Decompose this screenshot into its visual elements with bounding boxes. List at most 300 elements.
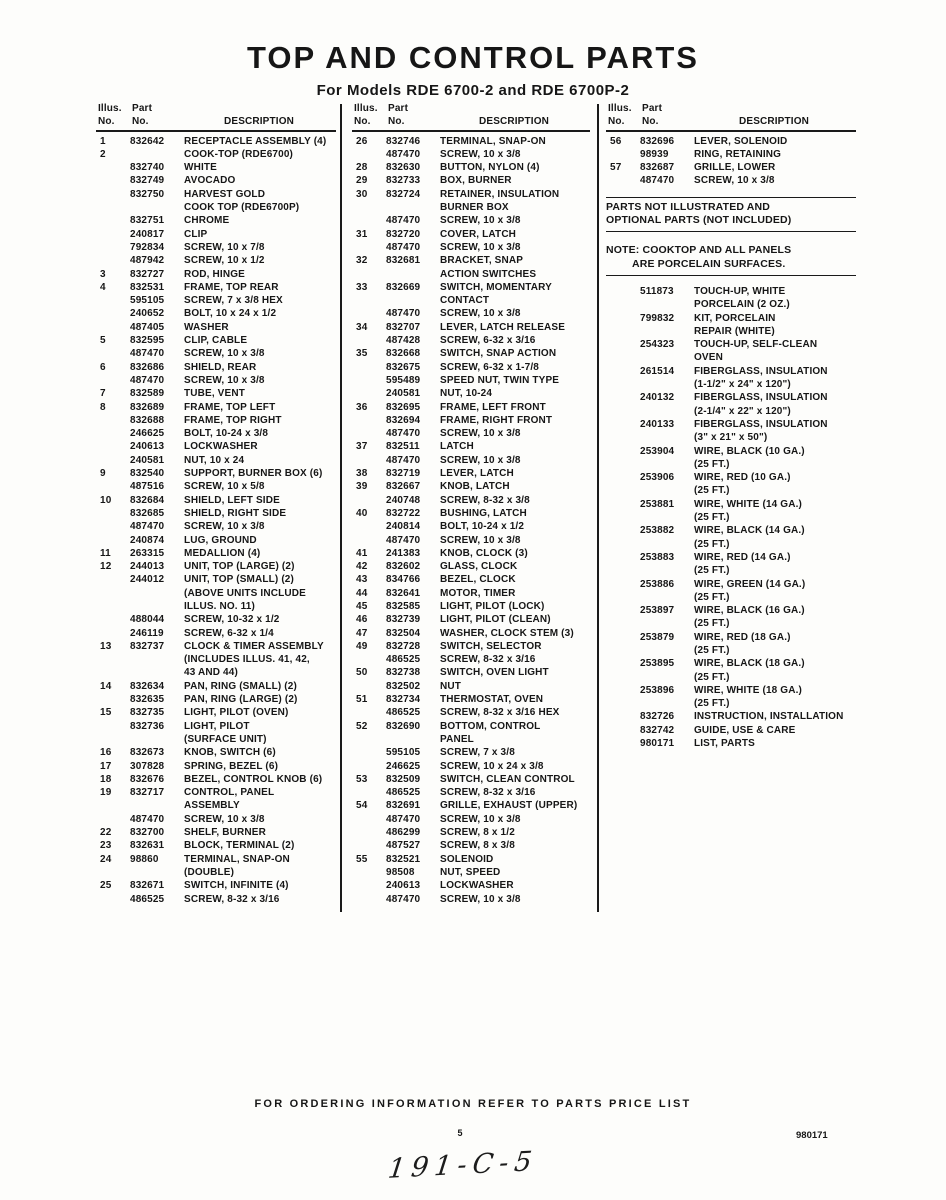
part-no: 832689 <box>130 401 165 413</box>
illus-no: 11 <box>100 547 111 559</box>
part-description <box>440 547 590 560</box>
parts-row <box>352 374 590 387</box>
part-description <box>184 839 336 852</box>
part-description <box>440 148 590 161</box>
part-description <box>440 534 590 547</box>
description-line: (INCLUDES ILLUS. 41, 42, <box>184 654 310 666</box>
part-description <box>184 573 336 613</box>
notice-line: ARE PORCELAIN SURFACES. <box>632 257 786 270</box>
parts-row <box>96 241 336 254</box>
parts-row <box>96 401 336 414</box>
description-line: LOCKWASHER <box>440 880 514 892</box>
parts-row <box>352 347 590 360</box>
part-description <box>184 440 336 453</box>
description-line: SCREW, 10 x 3/8 <box>440 308 521 320</box>
description-line: SCREW, 10 x 5/8 <box>184 481 265 493</box>
notice-parts-not-illustrated <box>606 197 856 233</box>
part-no: 832667 <box>386 481 421 493</box>
parts-row <box>606 657 856 684</box>
parts-row <box>352 534 590 547</box>
page-number: 5 <box>457 1128 463 1138</box>
column-header <box>96 102 336 132</box>
illus-no: 26 <box>356 135 368 147</box>
part-description <box>694 338 856 365</box>
part-no: 832642 <box>130 135 165 147</box>
part-description <box>694 391 856 418</box>
description-line: SCREW, 10 x 3/8 <box>440 428 521 440</box>
description-line: SCREW, 6-32 x 1/4 <box>184 627 274 639</box>
illus-no: 14 <box>100 680 112 692</box>
description-line: RETAINER, INSULATION <box>440 188 560 200</box>
part-no: 487527 <box>386 840 421 852</box>
part-no: 832742 <box>640 724 675 736</box>
parts-row <box>96 746 336 759</box>
description-line: SHELF, BURNER <box>184 827 266 839</box>
parts-row <box>606 498 856 525</box>
part-no: 240132 <box>640 392 675 404</box>
illus-no: 12 <box>100 561 112 573</box>
part-no: 487516 <box>130 481 165 493</box>
page-title: TOP AND CONTROL PARTS <box>247 40 699 75</box>
parts-row <box>352 879 590 892</box>
description-line: UNIT, TOP (SMALL) (2) <box>184 574 295 586</box>
parts-row <box>96 547 336 560</box>
parts-row <box>606 471 856 498</box>
description-line: SCREW, 10 x 3/8 <box>694 175 775 187</box>
part-no: 261514 <box>640 365 675 377</box>
parts-row <box>352 653 590 666</box>
description-line: SCREW, 10 x 3/8 <box>440 148 521 160</box>
parts-row <box>96 334 336 347</box>
part-description <box>440 813 590 826</box>
description-line: COVER, LATCH <box>440 228 517 240</box>
description-line: WIRE, WHITE (14 GA.) <box>694 498 802 510</box>
description-line: SCREW, 7 x 3/8 <box>440 747 515 759</box>
part-no: 832707 <box>386 321 421 333</box>
description-line: CLIP <box>184 228 208 240</box>
illus-no: 34 <box>356 321 368 333</box>
part-description <box>184 268 336 281</box>
parts-row <box>352 799 590 812</box>
header-illus-label: Illus. <box>608 103 632 114</box>
part-no: 832746 <box>386 135 421 147</box>
part-description <box>440 826 590 839</box>
parts-row <box>352 746 590 759</box>
parts-row <box>96 640 336 680</box>
illus-no: 28 <box>356 162 368 174</box>
illus-no: 7 <box>100 388 106 400</box>
parts-row <box>96 414 336 427</box>
description-line: SCREW, 10 x 3/8 <box>440 215 521 227</box>
part-no: 832684 <box>130 494 165 506</box>
illus-no: 23 <box>100 840 112 852</box>
part-no: 832531 <box>130 281 165 293</box>
illus-no: 3 <box>100 268 106 280</box>
parts-row <box>96 839 336 852</box>
description-line: SCREW, 10 x 3/8 <box>184 813 265 825</box>
part-description <box>184 467 336 480</box>
part-description <box>694 684 856 711</box>
description-line: REPAIR (WHITE) <box>694 325 775 337</box>
part-description <box>184 254 336 267</box>
part-no: 487470 <box>386 148 421 160</box>
part-no: 240581 <box>386 388 421 400</box>
part-no: 240748 <box>386 494 421 506</box>
description-line: CLIP, CABLE <box>184 335 248 347</box>
part-description <box>694 445 856 472</box>
part-no: 263315 <box>130 547 165 559</box>
parts-row <box>606 312 856 339</box>
description-line: SWITCH, MOMENTARY <box>440 281 552 293</box>
part-description <box>694 498 856 525</box>
illus-no: 55 <box>356 853 368 865</box>
part-no: 832602 <box>386 561 421 573</box>
description-line: BOLT, 10 x 24 x 1/2 <box>184 308 277 320</box>
illus-no: 6 <box>100 361 106 373</box>
part-description <box>440 374 590 387</box>
part-description <box>184 387 336 400</box>
illus-no: 47 <box>356 627 368 639</box>
parts-row <box>96 281 336 294</box>
part-no: 832673 <box>130 747 165 759</box>
description-line: SOLENOID <box>440 853 494 865</box>
parts-row <box>606 338 856 365</box>
part-no: 832735 <box>130 707 165 719</box>
description-line: SCREW, 10 x 24 x 3/8 <box>440 760 544 772</box>
description-line: CONTROL, PANEL <box>184 787 275 799</box>
description-line: AVOCADO <box>184 175 236 187</box>
part-description <box>440 706 590 719</box>
parts-row <box>352 853 590 866</box>
parts-row <box>96 188 336 215</box>
description-line: SCREW, 8 x 1/2 <box>440 827 515 839</box>
part-description <box>184 640 336 680</box>
part-description <box>440 361 590 374</box>
parts-row <box>352 560 590 573</box>
description-line: FIBERGLASS, INSULATION <box>694 365 828 377</box>
part-no: 832685 <box>130 507 165 519</box>
part-no: 595105 <box>386 747 421 759</box>
illus-no: 45 <box>356 600 368 612</box>
part-no: 832736 <box>130 720 165 732</box>
part-description <box>440 135 590 148</box>
description-line: (3" x 21" x 50") <box>694 432 768 444</box>
part-description <box>184 853 336 880</box>
description-line: BOTTOM, CONTROL <box>440 720 541 732</box>
part-description <box>184 773 336 786</box>
header-part-label: Part <box>642 103 663 114</box>
part-no: 253881 <box>640 498 675 510</box>
part-description <box>184 494 336 507</box>
part-no: 832722 <box>386 507 421 519</box>
description-line: SUPPORT, BURNER BOX (6) <box>184 468 323 480</box>
parts-row <box>352 680 590 693</box>
header-description-label: DESCRIPTION <box>479 116 549 128</box>
illus-no: 5 <box>100 335 106 347</box>
description-line: (25 FT.) <box>694 485 730 497</box>
page-subtitle: For Models RDE 6700-2 and RDE 6700P-2 <box>316 82 630 99</box>
header-description-label: DESCRIPTION <box>224 116 294 128</box>
illus-no: 17 <box>100 760 112 772</box>
parts-row <box>352 826 590 839</box>
description-line: SPEED NUT, TWIN TYPE <box>440 374 560 386</box>
part-no: 832671 <box>130 880 165 892</box>
parts-row <box>96 560 336 573</box>
parts-row <box>352 627 590 640</box>
part-description <box>440 334 590 347</box>
description-line: BURNER BOX <box>440 202 509 214</box>
part-no: 307828 <box>130 760 165 772</box>
parts-row <box>96 613 336 626</box>
part-description <box>694 657 856 684</box>
part-no: 832738 <box>386 667 421 679</box>
part-description <box>184 321 336 334</box>
part-no: 486525 <box>130 893 165 905</box>
part-description <box>184 746 336 759</box>
header-part-label: Part <box>132 103 153 114</box>
description-line: LEVER, LATCH <box>440 468 514 480</box>
description-line: SCREW, 10 x 3/8 <box>184 374 265 386</box>
part-description <box>440 241 590 254</box>
part-no: 832676 <box>130 773 165 785</box>
parts-row <box>606 551 856 578</box>
parts-row <box>352 480 590 493</box>
description-line: WIRE, GREEN (14 GA.) <box>694 578 806 590</box>
part-description <box>440 746 590 759</box>
part-description <box>184 547 336 560</box>
part-no: 486525 <box>386 787 421 799</box>
part-description <box>184 241 336 254</box>
illus-no: 40 <box>356 507 368 519</box>
parts-row <box>96 480 336 493</box>
part-description <box>440 387 590 400</box>
description-line: PAN, RING (LARGE) (2) <box>184 694 298 706</box>
part-description <box>694 135 856 148</box>
part-description <box>440 480 590 493</box>
part-description <box>440 760 590 773</box>
description-line: WIRE, RED (18 GA.) <box>694 631 791 643</box>
description-line: BOLT, 10-24 x 3/8 <box>184 428 269 440</box>
description-line: UNIT, TOP (LARGE) (2) <box>184 561 295 573</box>
description-line: SCREW, 6-32 x 3/16 <box>440 335 536 347</box>
spacer <box>606 276 856 285</box>
part-description <box>184 281 336 294</box>
parts-row <box>606 285 856 312</box>
description-line: LEVER, SOLENOID <box>694 135 788 147</box>
part-description <box>184 294 336 307</box>
part-no: 486525 <box>386 707 421 719</box>
description-line: SCREW, 8-32 x 3/16 <box>184 893 280 905</box>
description-line: TOUCH-UP, WHITE <box>694 285 786 297</box>
illus-no: 9 <box>100 468 106 480</box>
part-no: 487470 <box>386 454 421 466</box>
header-no-label: No. <box>354 116 371 128</box>
illus-no: 29 <box>356 175 368 187</box>
parts-row <box>96 467 336 480</box>
illus-no: 4 <box>100 281 106 293</box>
illus-no: 41 <box>356 547 368 559</box>
part-no: 832687 <box>640 162 675 174</box>
description-line: NUT, 10 x 24 <box>184 454 245 466</box>
description-line: WIRE, WHITE (18 GA.) <box>694 684 802 696</box>
illus-no: 32 <box>356 255 368 267</box>
part-no: 832726 <box>640 711 675 723</box>
description-line: NUT, SPEED <box>440 866 501 878</box>
description-line: WIRE, BLACK (10 GA.) <box>694 445 805 457</box>
parts-column-1 <box>96 102 336 906</box>
part-description <box>440 653 590 666</box>
parts-row <box>352 600 590 613</box>
description-line: (25 FT.) <box>694 591 730 603</box>
parts-row <box>352 214 590 227</box>
part-no: 832695 <box>386 401 421 413</box>
description-line: (25 FT.) <box>694 644 730 656</box>
description-line: FRAME, TOP REAR <box>184 281 279 293</box>
part-no: 487470 <box>130 348 165 360</box>
description-line: FIBERGLASS, INSULATION <box>694 392 828 404</box>
part-no: 832511 <box>386 441 420 453</box>
part-no: 254323 <box>640 339 675 351</box>
part-no: 253896 <box>640 684 675 696</box>
part-no: 253882 <box>640 525 675 537</box>
description-line: SWITCH, INFINITE (4) <box>184 880 289 892</box>
part-description <box>694 604 856 631</box>
part-no: 832688 <box>130 414 165 426</box>
description-line: BUSHING, LATCH <box>440 507 527 519</box>
parts-row <box>352 387 590 400</box>
parts-row <box>96 573 336 613</box>
doc-number: 980171 <box>796 1130 828 1141</box>
part-description <box>184 680 336 693</box>
part-description <box>184 893 336 906</box>
part-description <box>440 560 590 573</box>
part-no: 832634 <box>130 680 165 692</box>
part-description <box>184 188 336 215</box>
part-description <box>440 666 590 679</box>
part-description <box>440 427 590 440</box>
parts-row <box>606 578 856 605</box>
part-no: 246625 <box>130 428 165 440</box>
part-no: 832595 <box>130 335 165 347</box>
parts-row <box>96 693 336 706</box>
part-no: 832540 <box>130 468 165 480</box>
part-no: 832669 <box>386 281 421 293</box>
parts-row <box>606 737 856 750</box>
description-line: LIGHT, PILOT (OVEN) <box>184 707 289 719</box>
parts-row <box>96 254 336 267</box>
parts-column-2 <box>352 102 590 906</box>
parts-row <box>352 494 590 507</box>
part-no: 595105 <box>130 295 165 307</box>
illus-no: 8 <box>100 401 106 413</box>
parts-row <box>352 361 590 374</box>
description-line: FIBERGLASS, INSULATION <box>694 418 828 430</box>
description-line: GUIDE, USE & CARE <box>694 724 796 736</box>
part-description <box>694 524 856 551</box>
description-line: TUBE, VENT <box>184 388 245 400</box>
description-line: SWITCH, SNAP ACTION <box>440 348 557 360</box>
part-no: 487470 <box>386 428 421 440</box>
part-description <box>694 471 856 498</box>
part-no: 253897 <box>640 605 675 617</box>
part-description <box>184 135 336 148</box>
parts-row <box>352 587 590 600</box>
description-line: BRACKET, SNAP <box>440 255 524 267</box>
illus-no: 54 <box>356 800 368 812</box>
illus-no: 42 <box>356 561 368 573</box>
illus-no: 25 <box>100 880 112 892</box>
description-line: INSTRUCTION, INSTALLATION <box>694 711 844 723</box>
description-line: FRAME, RIGHT FRONT <box>440 414 553 426</box>
part-no: 832727 <box>130 268 165 280</box>
parts-row <box>96 720 336 747</box>
parts-row <box>96 347 336 360</box>
parts-row <box>96 853 336 880</box>
part-description <box>440 214 590 227</box>
part-no: 487470 <box>386 893 421 905</box>
part-description <box>184 174 336 187</box>
description-line: (25 FT.) <box>694 538 730 550</box>
description-line: CHROME <box>184 215 230 227</box>
part-no: 240581 <box>130 454 165 466</box>
description-line: HARVEST GOLD <box>184 188 266 200</box>
part-description <box>440 640 590 653</box>
parts-row <box>96 148 336 161</box>
part-no: 240817 <box>130 228 165 240</box>
description-line: THERMOSTAT, OVEN <box>440 694 544 706</box>
description-line: SCREW, 8-32 x 3/16 <box>440 654 536 666</box>
description-line: SWITCH, OVEN LIGHT <box>440 667 549 679</box>
illus-no: 43 <box>356 574 368 586</box>
part-description <box>184 879 336 892</box>
illus-no: 19 <box>100 787 112 799</box>
part-no: 240133 <box>640 418 675 430</box>
parts-row <box>96 228 336 241</box>
parts-row <box>352 321 590 334</box>
parts-row <box>96 161 336 174</box>
description-line: (25 FT.) <box>694 565 730 577</box>
header-part-label: Part <box>388 103 409 114</box>
header-illus-label: Illus. <box>98 103 122 114</box>
part-description <box>440 347 590 360</box>
part-description <box>184 627 336 640</box>
part-description <box>440 627 590 640</box>
part-no: 832750 <box>130 188 165 200</box>
description-line: COOK-TOP (RDE6700) <box>184 148 294 160</box>
illus-no: 24 <box>100 853 112 865</box>
parts-row <box>352 666 590 679</box>
parts-row <box>352 773 590 786</box>
part-description <box>694 148 856 161</box>
part-description <box>184 347 336 360</box>
parts-row <box>606 710 856 723</box>
part-description <box>184 613 336 626</box>
description-line: SCREW, 8 x 3/8 <box>440 840 515 852</box>
description-line: RING, RETAINING <box>694 148 782 160</box>
illus-no: 56 <box>610 135 622 147</box>
handwritten-note: 191-C-5 <box>386 1145 540 1185</box>
illus-no: 38 <box>356 468 368 480</box>
part-no: 832635 <box>130 694 165 706</box>
part-description <box>694 724 856 737</box>
illus-no: 1 <box>100 135 106 147</box>
part-no: 244013 <box>130 561 165 573</box>
parts-row <box>606 631 856 658</box>
part-description <box>184 307 336 320</box>
part-description <box>184 760 336 773</box>
part-description <box>694 578 856 605</box>
description-line: GLASS, CLOCK <box>440 561 518 573</box>
